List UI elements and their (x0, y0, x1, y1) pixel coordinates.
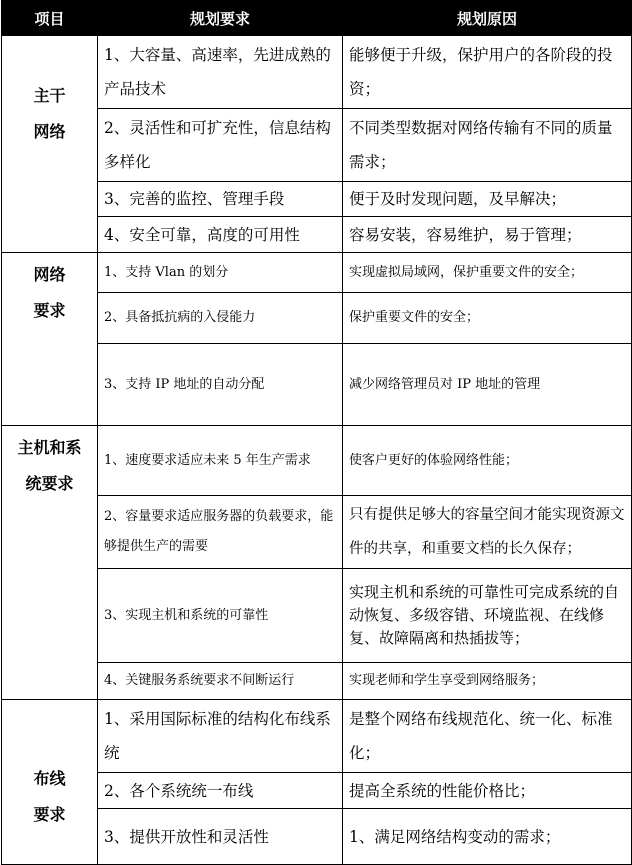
requirement-cell: 3、支持 IP 地址的自动分配 (98, 344, 343, 426)
reason-cell: 减少网络管理员对 IP 地址的管理 (343, 344, 632, 426)
category-cell: 布线 要求 (2, 700, 98, 865)
requirement-cell: 3、完善的监控、管理手段 (98, 182, 343, 217)
table-row (2, 700, 632, 773)
table-row (2, 36, 632, 109)
requirement-cell: 3、提供开放性和灵活性 (98, 809, 343, 865)
reason-cell: 实现主机和系统的可靠性可完成系统的自动恢复、多级容错、环境监视、在线修复、故障隔离和热插拔等； (343, 569, 632, 663)
requirement-cell: 2、容量要求适应服务器的负载要求，能够提供生产的需要 (98, 496, 343, 569)
category-cell: 主干 网络 (2, 36, 98, 253)
header-requirement: 规划要求 (98, 1, 343, 36)
reason-cell: 提高全系统的性能价格比； (343, 773, 632, 809)
table-row (2, 426, 632, 496)
header-reason: 规划原因 (343, 1, 632, 36)
reason-cell: 能够便于升级，保护用户的各阶段的投资； (343, 36, 632, 109)
category-cell: 主机和系 统要求 (2, 426, 98, 700)
reason-cell: 使客户更好的体验网络性能； (343, 426, 632, 496)
requirement-cell: 2、灵活性和可扩充性，信息结构多样化 (98, 109, 343, 182)
requirement-cell: 1、大容量、高速率，先进成熟的产品技术 (98, 36, 343, 109)
requirement-cell: 1、支持 Vlan 的划分 (98, 253, 343, 293)
reason-cell: 只有提供足够大的容量空间才能实现资源文件的共享，和重要文档的长久保存； (343, 496, 632, 569)
requirement-cell: 2、各个系统统一布线 (98, 773, 343, 809)
planning-table (1, 0, 632, 865)
header-item: 项目 (2, 1, 98, 36)
reason-cell: 1、满足网络结构变动的需求； (343, 809, 632, 865)
requirement-cell: 4、安全可靠，高度的可用性 (98, 217, 343, 253)
requirement-cell: 4、关键服务系统要求不间断运行 (98, 663, 343, 700)
reason-cell: 是整个网络布线规范化、统一化、标准化； (343, 700, 632, 773)
reason-cell: 保护重要文件的安全； (343, 293, 632, 344)
category-cell: 网络 要求 (2, 253, 98, 426)
reason-cell: 实现虚拟局域网，保护重要文件的安全； (343, 253, 632, 293)
table-row (2, 253, 632, 293)
requirement-cell: 1、速度要求适应未来 5 年生产需求 (98, 426, 343, 496)
requirement-cell: 2、具备抵抗病的入侵能力 (98, 293, 343, 344)
header-row (2, 1, 632, 36)
reason-cell: 实现老师和学生享受到网络服务； (343, 663, 632, 700)
requirement-cell: 1、采用国际标准的结构化布线系统 (98, 700, 343, 773)
reason-cell: 便于及时发现问题，及早解决； (343, 182, 632, 217)
reason-cell: 容易安装，容易维护，易于管理； (343, 217, 632, 253)
requirement-cell: 3、实现主机和系统的可靠性 (98, 569, 343, 663)
reason-cell: 不同类型数据对网络传输有不同的质量需求； (343, 109, 632, 182)
